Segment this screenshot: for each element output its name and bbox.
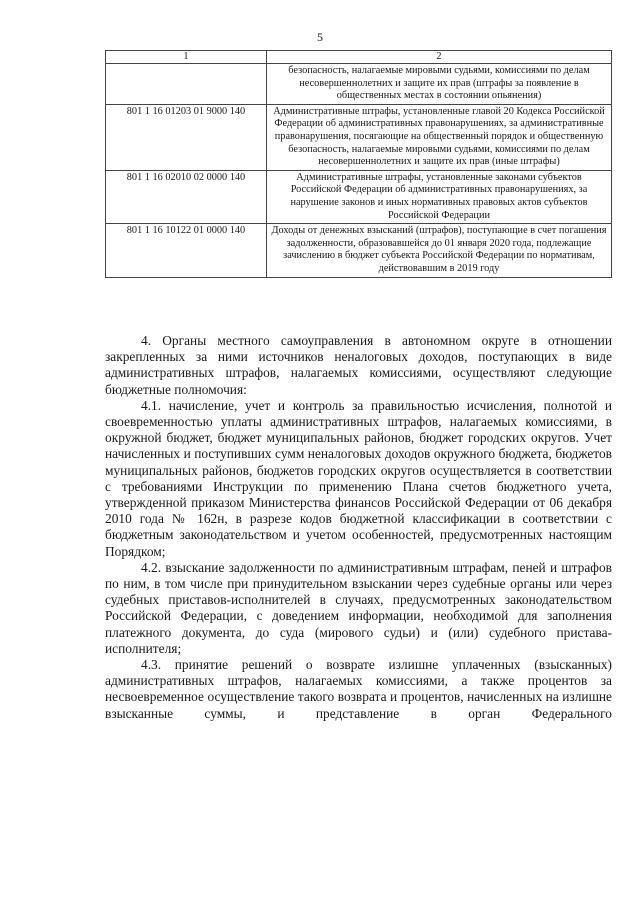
description-cell: безопасность, налагаемые мировыми судьями, комиссиями по делам несовершеннолетних и защите их прав (штрафы за появление в общественных местах в состоянии опьянения) — [267, 64, 612, 105]
paragraph-4-3: 4.3. принятие решений о возврате излишне уплаченных (взысканных) административных штрафов, налагаемых комиссиями, а также процентов за несвоевременное осуществление такого возврата и процентов, начисленных на излишне взысканные суммы, и представление в орган Федерального — [105, 657, 612, 721]
table-row — [106, 224, 612, 277]
page-number: 5 — [317, 30, 323, 44]
budget-code-cell: 801 1 16 01203 01 9000 140 — [106, 104, 267, 170]
document-body — [105, 333, 612, 722]
table-header-row — [106, 51, 612, 64]
column-header-code: 1 — [106, 51, 267, 64]
budget-codes-table — [105, 50, 612, 278]
budget-code-cell — [106, 64, 267, 105]
budget-code-cell: 801 1 16 02010 02 0000 140 — [106, 170, 267, 223]
paragraph-4-2: 4.2. взыскание задолженности по административным штрафам, пеней и штрафов по ним, в том числе при принудительном взыскании через судебные органы или через судебных приставов-исполнителей в случаях, предусмотренных законодательством Российской Федерации, с доведением информации, необходимой для заполнения платежного документа, до суда (мирового судьи) и (или) судебного пристава-исполнителя; — [105, 559, 612, 656]
description-cell: Административные штрафы, установленные законами субъектов Российской Федерации об административных правонарушениях, за нарушение законов и иных нормативных правовых актов субъектов Российской Федерации — [267, 170, 612, 223]
column-header-description: 2 — [267, 51, 612, 64]
table-row — [106, 170, 612, 223]
paragraph-4: 4. Органы местного самоуправления в автономном округе в отношении закрепленных за ними источников неналоговых доходов, поступающих в виде административных штрафов, налагаемых комиссиями, осуществляют следующие бюджетные полномочия: — [105, 333, 612, 397]
description-cell: Доходы от денежных взысканий (штрафов), поступающие в счет погашения задолженности, образовавшейся до 01 января 2020 года, подлежащие зачислению в бюджет субъекта Российской Федерации по нормативам, действовавшим в 2019 году — [267, 224, 612, 277]
budget-code-cell: 801 1 16 10122 01 0000 140 — [106, 224, 267, 277]
paragraph-4-1: 4.1. начисление, учет и контроль за правильностью исчисления, полнотой и своевременностью уплаты административных штрафов, налагаемых комиссиями, в окружной бюджет, бюджет муниципальных районов, бюджет городских округов. Учет начисленных и поступивших сумм неналоговых доходов окружного бюджета, бюджетов муниципальных районов, бюджетов городских округов осуществляется в соответствии с требованиями Инструкции по применению Плана счетов бюджетного учета, утвержденной приказом Министерства финансов Российской Федерации от 06 декабря 2010 года № 162н, в разрезе кодов бюджетной классификации в соответствии с бюджетным законодательством и учетом особенностей, предусмотренных настоящим Порядком; — [105, 397, 612, 559]
table-row — [106, 104, 612, 170]
table-row — [106, 64, 612, 105]
description-cell: Административные штрафы, установленные главой 20 Кодекса Российской Федерации об административных правонарушениях, за административные правонарушения, посягающие на общественный порядок и общественную безопасность, налагаемые мировыми судьями, комиссиями по делам несовершеннолетних и защите их прав (иные штрафы) — [267, 104, 612, 170]
